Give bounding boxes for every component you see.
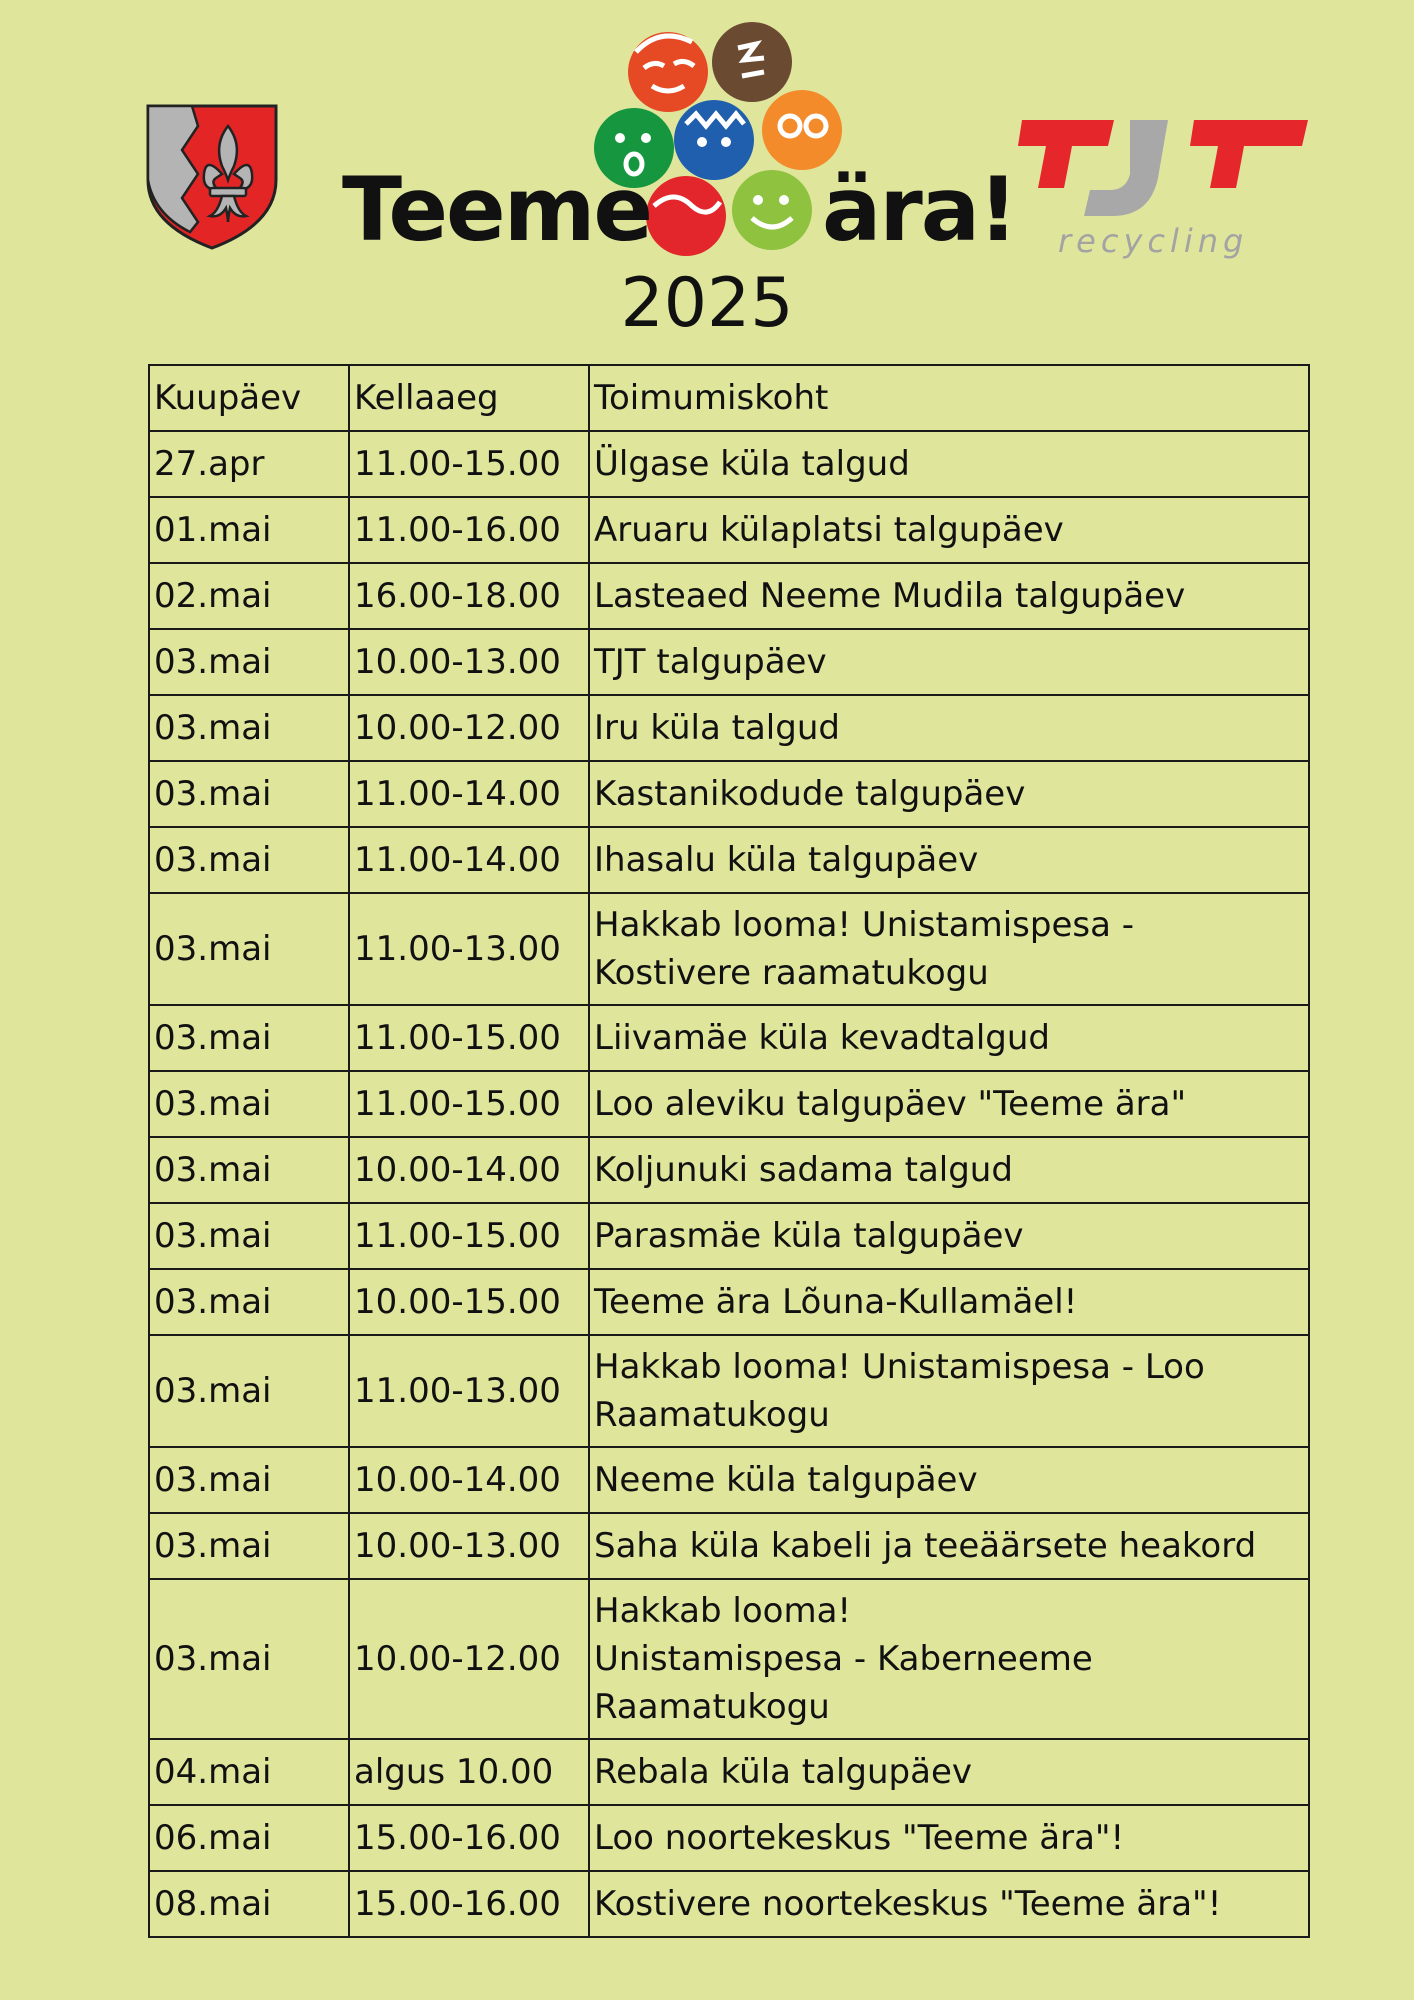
table-header-row <box>149 365 1309 431</box>
cell-date: 03.mai <box>149 827 349 893</box>
table-row <box>149 1513 1309 1579</box>
logo-face-brown-icon <box>712 22 792 102</box>
cell-time: 15.00-16.00 <box>349 1871 589 1937</box>
logo-face-red-icon <box>628 32 708 112</box>
cell-time: 11.00-15.00 <box>349 1071 589 1137</box>
cell-date: 03.mai <box>149 761 349 827</box>
cell-place: Kostivere noortekeskus "Teeme ära"! <box>589 1871 1309 1937</box>
cell-place: Rebala küla talgupäev <box>589 1739 1309 1805</box>
cell-place-line: Raamatukogu <box>594 1395 830 1435</box>
table-row <box>149 827 1309 893</box>
cell-date: 04.mai <box>149 1739 349 1805</box>
cell-time: 16.00-18.00 <box>349 563 589 629</box>
tjt-logo-name: TJT <box>1008 108 1010 109</box>
page-header <box>0 0 1414 360</box>
cell-time: 11.00-15.00 <box>349 1203 589 1269</box>
cell-place: Teeme ära Lõuna-Kullamäel! <box>589 1269 1309 1335</box>
cell-time: 10.00-14.00 <box>349 1447 589 1513</box>
cell-place: Saha küla kabeli ja teeäärsete heakord <box>589 1513 1309 1579</box>
cell-date: 03.mai <box>149 1071 349 1137</box>
table-row <box>149 1203 1309 1269</box>
cell-date: 03.mai <box>149 1447 349 1513</box>
cell-time: 11.00-14.00 <box>349 761 589 827</box>
cell-place: Ülgase küla talgud <box>589 431 1309 497</box>
table-row <box>149 695 1309 761</box>
column-header-place: Toimumiskoht <box>589 365 1309 431</box>
column-header-date: Kuupäev <box>149 365 349 431</box>
cell-place-line: Hakkab looma! <box>594 1591 852 1631</box>
cell-place-line: Kostivere raamatukogu <box>594 953 989 993</box>
cell-date: 03.mai <box>149 1269 349 1335</box>
cell-place-line: Unistamispesa - Kaberneeme <box>594 1639 1093 1679</box>
cell-date: 03.mai <box>149 1513 349 1579</box>
table-row <box>149 1335 1309 1447</box>
cell-place-line: Hakkab looma! Unistamispesa - Loo <box>594 1347 1205 1387</box>
cell-place <box>589 1579 1309 1739</box>
cell-date: 06.mai <box>149 1805 349 1871</box>
table-row <box>149 1005 1309 1071</box>
cell-place-line: Raamatukogu <box>594 1687 830 1727</box>
cell-time: 10.00-12.00 <box>349 695 589 761</box>
logo-face-red2-icon <box>646 176 726 256</box>
table-row <box>149 497 1309 563</box>
cell-place: Lasteaed Neeme Mudila talgupäev <box>589 563 1309 629</box>
cell-place: Neeme küla talgupäev <box>589 1447 1309 1513</box>
cell-time: algus 10.00 <box>349 1739 589 1805</box>
table-row <box>149 1871 1309 1937</box>
cell-date: 03.mai <box>149 1137 349 1203</box>
cell-place: Koljunuki sadama talgud <box>589 1137 1309 1203</box>
table-row <box>149 431 1309 497</box>
cell-date: 01.mai <box>149 497 349 563</box>
cell-place <box>589 1335 1309 1447</box>
cell-time: 11.00-13.00 <box>349 1335 589 1447</box>
logo-face-lime-icon <box>732 170 812 250</box>
cell-place-line: Hakkab looma! Unistamispesa - <box>594 905 1135 945</box>
cell-time: 11.00-14.00 <box>349 827 589 893</box>
cell-place: TJT talgupäev <box>589 629 1309 695</box>
table-row <box>149 1739 1309 1805</box>
table-row <box>149 1579 1309 1739</box>
cell-time: 10.00-15.00 <box>349 1269 589 1335</box>
cell-place: Kastanikodude talgupäev <box>589 761 1309 827</box>
cell-date: 03.mai <box>149 893 349 1005</box>
logo-word-ara: ära! <box>822 158 1017 261</box>
cell-date: 03.mai <box>149 695 349 761</box>
cell-time: 15.00-16.00 <box>349 1805 589 1871</box>
cell-time: 10.00-13.00 <box>349 629 589 695</box>
table-row <box>149 1447 1309 1513</box>
cell-place: Loo noortekeskus "Teeme ära"! <box>589 1805 1309 1871</box>
column-header-time: Kellaaeg <box>349 365 589 431</box>
cell-place: Ihasalu küla talgupäev <box>589 827 1309 893</box>
table-row <box>149 1071 1309 1137</box>
cell-time: 11.00-15.00 <box>349 1005 589 1071</box>
cell-date: 03.mai <box>149 1005 349 1071</box>
cell-place <box>589 893 1309 1005</box>
cell-place: Parasmäe küla talgupäev <box>589 1203 1309 1269</box>
logo-word-teeme: Teeme <box>342 158 652 261</box>
cell-time: 10.00-13.00 <box>349 1513 589 1579</box>
table-row <box>149 1269 1309 1335</box>
cell-place: Liivamäe küla kevadtalgud <box>589 1005 1309 1071</box>
cell-time: 11.00-16.00 <box>349 497 589 563</box>
cell-place: Aruaru külaplatsi talgupäev <box>589 497 1309 563</box>
table-row <box>149 629 1309 695</box>
table-row <box>149 1137 1309 1203</box>
cell-date: 03.mai <box>149 629 349 695</box>
page-title-year: 2025 <box>620 264 794 343</box>
cell-time: 10.00-14.00 <box>349 1137 589 1203</box>
table-row <box>149 893 1309 1005</box>
cell-date: 02.mai <box>149 563 349 629</box>
events-table <box>148 364 1310 1938</box>
table-row <box>149 761 1309 827</box>
cell-time: 11.00-15.00 <box>349 431 589 497</box>
tjt-recycling-caption: recycling <box>1058 222 1249 260</box>
logo-face-blue-icon <box>674 100 754 180</box>
table-row <box>149 1805 1309 1871</box>
table-row <box>149 563 1309 629</box>
cell-date: 27.apr <box>149 431 349 497</box>
cell-date: 03.mai <box>149 1203 349 1269</box>
fleur-de-lis-crest-icon <box>146 104 278 250</box>
cell-date: 03.mai <box>149 1335 349 1447</box>
cell-time: 11.00-13.00 <box>349 893 589 1005</box>
cell-place: Iru küla talgud <box>589 695 1309 761</box>
cell-time: 10.00-12.00 <box>349 1579 589 1739</box>
cell-date: 08.mai <box>149 1871 349 1937</box>
cell-date: 03.mai <box>149 1579 349 1739</box>
cell-place: Loo aleviku talgupäev "Teeme ära" <box>589 1071 1309 1137</box>
